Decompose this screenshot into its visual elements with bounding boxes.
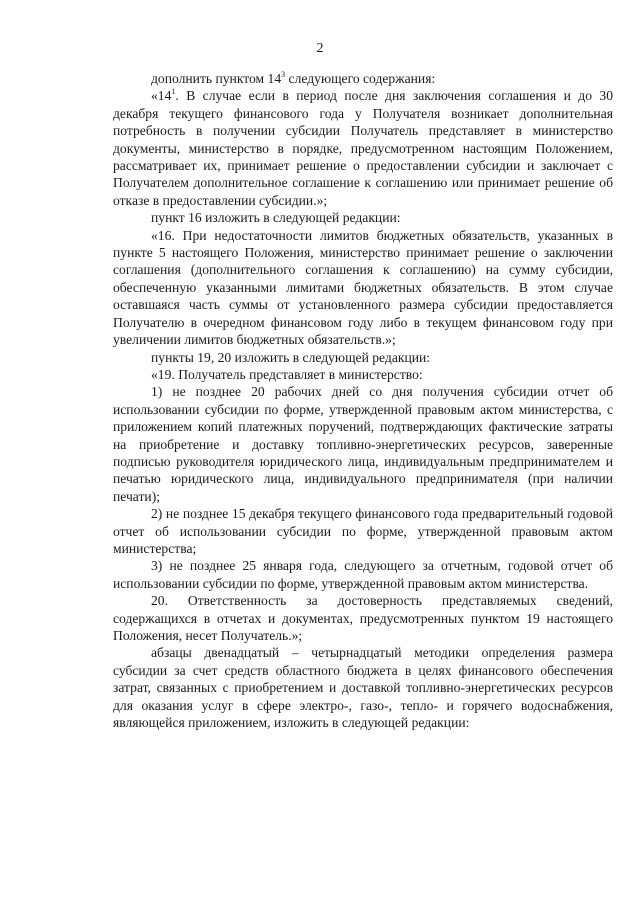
paragraph-clause-16: «16. При недостаточности лимитов бюджетных обязательств, указанных в пункте 5 настоящего Положения, министерство принимает решение о заключении соглашения (дополнительного соглашения к соглашению) на сумму субсидии, обеспеченную указанными лимитами бюджетных обязательств. В этом случае оставшаяся часть суммы от установленного размера субсидии предоставляется Получателю в очередном финансовом году либо в текущем финансовом году при увеличении лимитов бюджетных обязательств.»; bbox=[113, 227, 613, 348]
paragraph-clause-19-item-1: 1) не позднее 20 рабочих дней со дня получения субсидии отчет об использовании субсидии по форме, утвержденной правовым актом министерства, с приложением копий платежных поручений, подтверждающих фактические затраты на приобретение и доставку топливно-энергетических ресурсов, заверенные подписью руководителя юридического лица, индивидуальным предпринимателем и печатью юридического лица, индивидуального предпринимателя (при наличии печати); bbox=[113, 384, 613, 504]
paragraph-clause-19: «19. Получатель представляет в министерство: bbox=[151, 366, 423, 382]
paragraph-add-clause: дополнить пунктом $14^3$ следующего содержания: bbox=[151, 70, 436, 86]
paragraph-clause-19-item-3: 3) не позднее 25 января года, следующего за отчетным, годовой отчет об использовании субсидии по форме, утвержденной правовым актом министерства. bbox=[113, 558, 613, 591]
paragraph-clause-14-1: «$14^1$. В случае если в период после дня заключения соглашения и до 30 декабря текущего финансового года у Получателя возникает дополнительная потребность в получении субсидии Получатель представляет в министерство документы, министерство в порядке, предусмотренном настоящим Положением, рассматривает их, принимает решение о предоставлении субсидии и заключает с Получателем дополнительное соглашение к соглашению или принимает решение об отказе в предоставлении субсидии.»; bbox=[113, 87, 613, 208]
page-number: 2 bbox=[316, 41, 324, 56]
paragraph-clause-19-item-2: 2) не позднее 15 декабря текущего финансового года предварительный годовой отчет об использовании субсидии по форме, утвержденной правовым актом министерства; bbox=[113, 506, 613, 556]
paragraph-methodology: абзацы двенадцатый – четырнадцатый методики определения размера субсидии за счет средств областного бюджета в целях финансового обеспечения затрат, связанных с приобретением и доставкой топливно-энергетических ресурсов для оказания услуг в сфере электро-, газо-, тепло- и горячего водоснабжения, являющейся приложением, изложить в следующей редакции: bbox=[113, 645, 613, 731]
paragraph-clause-16-intro: пункт 16 изложить в следующей редакции: bbox=[151, 210, 401, 226]
document-body bbox=[113, 70, 613, 731]
paragraph-clauses-19-20-intro: пункты 19, 20 изложить в следующей редакции: bbox=[151, 349, 431, 365]
paragraph-clause-20: 20. Ответственность за достоверность представляемых сведений, содержащихся в отчетах и документах, предусмотренных пунктом 19 настоящего Положения, несет Получатель.»; bbox=[113, 593, 613, 643]
